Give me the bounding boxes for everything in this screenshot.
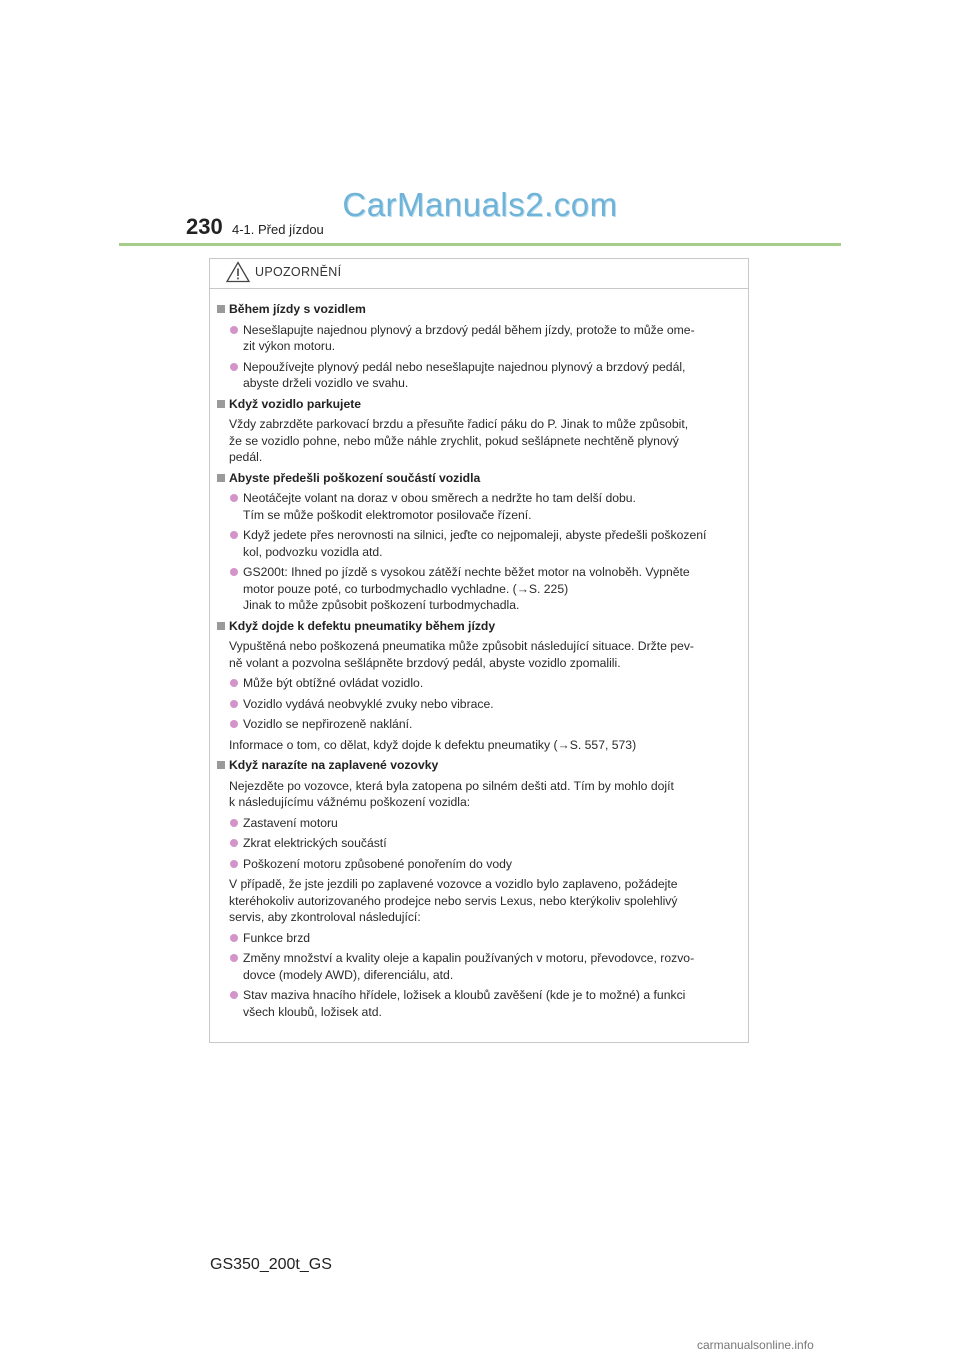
heading-text: Abyste předešli poškození součástí vozidla [229, 470, 481, 485]
section-heading [217, 396, 744, 413]
text-line: Nesešlapujte najednou plynový a brzdový pedál během jízdy, protože to může ome- [243, 322, 695, 337]
bullet-dot-icon [230, 991, 238, 999]
warning-title: UPOZORNĚNÍ [255, 265, 342, 279]
bullet-item [217, 716, 744, 733]
text-line: Nepoužívejte plynový pedál nebo nesešlapujte najednou plynový a brzdový pedál, [243, 359, 686, 374]
heading-text: Během jízdy s vozidlem [229, 302, 366, 316]
heading-square-icon [217, 400, 225, 408]
paragraph [217, 737, 744, 754]
bullet-dot-icon [230, 363, 238, 371]
heading-square-icon [217, 761, 225, 769]
footer-model-code: GS350_200t_GS [210, 1256, 332, 1273]
warning-header [210, 259, 748, 289]
text-line: abyste drželi vozidlo ve svahu. [243, 376, 409, 390]
text-line: že se vozidlo pohne, nebo může náhle zrychlit, pokud sešlápnete nechtěně plynový [229, 433, 679, 448]
bullet-dot-icon [230, 531, 238, 539]
heading-square-icon [217, 474, 225, 482]
bullet-item [217, 675, 744, 692]
bullet-item [217, 696, 744, 713]
bullet-item [217, 322, 744, 355]
bullet-item [217, 527, 744, 560]
text-line: Tím se může poškodit elektromotor posilovače řízení. [243, 507, 532, 522]
text-line: servis, aby zkontroloval následující: [229, 910, 421, 924]
bullet-item [217, 987, 744, 1020]
bullet-item [217, 564, 744, 614]
text-line: Vozidlo se nepřirozeně naklání. [243, 717, 413, 731]
bullet-dot-icon [230, 326, 238, 334]
paragraph [217, 638, 744, 671]
bullet-dot-icon [230, 934, 238, 942]
text-line: Vždy zabrzděte parkovací brzdu a přesuňte řadicí páku do P. Jinak to může způsobit, [229, 417, 689, 431]
header-divider [119, 243, 841, 246]
bullet-item [217, 950, 744, 983]
bullet-dot-icon [230, 700, 238, 708]
bullet-dot-icon [230, 494, 238, 502]
watermark-logo: CarManuals2.com [342, 186, 618, 223]
text-line: všech kloubů, ložisek atd. [243, 1004, 382, 1019]
text-line: zit výkon motoru. [243, 339, 336, 353]
bullet-item [217, 490, 744, 523]
text-line: kteréhokoliv autorizovaného prodejce nebo servis Lexus, nebo kterýkoliv spolehlivý [229, 893, 678, 908]
heading-text: Když dojde k defektu pneumatiky během jízdy [229, 618, 496, 633]
warning-triangle-icon [226, 261, 250, 283]
text-line: Jinak to může způsobit poškození turbodmychadla. [243, 598, 520, 612]
text-line: Informace o tom, co dělat, když dojde k defektu pneumatiky (→S. 557, 573) [229, 737, 637, 752]
text-line: Vozidlo vydává neobvyklé zvuky nebo vibrace. [243, 696, 494, 711]
warning-content [217, 301, 744, 1024]
bullet-item [217, 856, 744, 873]
bullet-dot-icon [230, 954, 238, 962]
text-line: GS200t: Ihned po jízdě s vysokou zátěží nechte běžet motor na volnoběh. Vypněte [243, 565, 690, 579]
section-title: 4-1. Před jízdou [232, 222, 324, 237]
bullet-dot-icon [230, 720, 238, 728]
paragraph [217, 416, 744, 466]
text-line: Vypuštěná nebo poškozená pneumatika může způsobit následující situace. Držte pev- [229, 639, 694, 653]
bullet-item [217, 930, 744, 947]
warning-box [209, 258, 749, 1043]
heading-text: Když vozidlo parkujete [229, 396, 362, 411]
text-line: Změny množství a kvality oleje a kapalin používaných v motoru, převodovce, rozvo- [243, 951, 695, 965]
text-line: Neotáčejte volant na doraz v obou směrech a nedržte ho tam delší dobu. [243, 491, 636, 505]
heading-square-icon [217, 305, 225, 313]
bullet-dot-icon [230, 860, 238, 868]
paragraph [217, 876, 744, 926]
footer-watermark: carmanualsonline.info [697, 1338, 814, 1352]
bullet-dot-icon [230, 819, 238, 827]
bullet-dot-icon [230, 568, 238, 576]
text-line: Může být obtížné ovládat vozidlo. [243, 676, 424, 690]
heading-square-icon [217, 622, 225, 630]
bullet-dot-icon [230, 839, 238, 847]
text-line: Funkce brzd [243, 930, 311, 945]
section-heading [217, 618, 744, 635]
bullet-item [217, 359, 744, 392]
section-heading [217, 757, 744, 774]
bullet-item [217, 815, 744, 832]
text-line: kol, podvozku vozidla atd. [243, 544, 383, 559]
section-heading [217, 470, 744, 487]
text-line: motor pouze poté, co turbodmychadlo vychladne. (→S. 225) [243, 581, 569, 596]
page-number: 230 [186, 214, 223, 239]
text-line: V případě, že jste jezdili po zaplavené vozovce a vozidlo bylo zaplaveno, požádejte [229, 877, 678, 891]
section-heading [217, 301, 744, 318]
text-line: k následujícímu vážnému poškození vozidla: [229, 795, 471, 809]
text-line: Zkrat elektrických součástí [243, 836, 387, 850]
text-line: Nejezděte po vozovce, která byla zatopena po silném dešti atd. Tím by mohlo dojít [229, 778, 674, 793]
bullet-item [217, 835, 744, 852]
text-line: dovce (modely AWD), diferenciálu, atd. [243, 967, 454, 982]
text-line: pedál. [229, 450, 263, 464]
text-line: Poškození motoru způsobené ponořením do vody [243, 856, 512, 871]
text-line: Když jedete přes nerovnosti na silnici, jeďte co nejpomaleji, abyste předešli poškození [243, 528, 707, 542]
bullet-dot-icon [230, 679, 238, 687]
text-line: Zastavení motoru [243, 815, 338, 830]
text-line: Stav maziva hnacího hřídele, ložisek a kloubů zavěšení (kde je to možné) a funkci [243, 988, 686, 1002]
text-line: ně volant a pozvolna sešlápněte brzdový pedál, abyste vozidlo zpomalili. [229, 655, 621, 670]
heading-text: Když narazíte na zaplavené vozovky [229, 758, 439, 772]
paragraph [217, 778, 744, 811]
